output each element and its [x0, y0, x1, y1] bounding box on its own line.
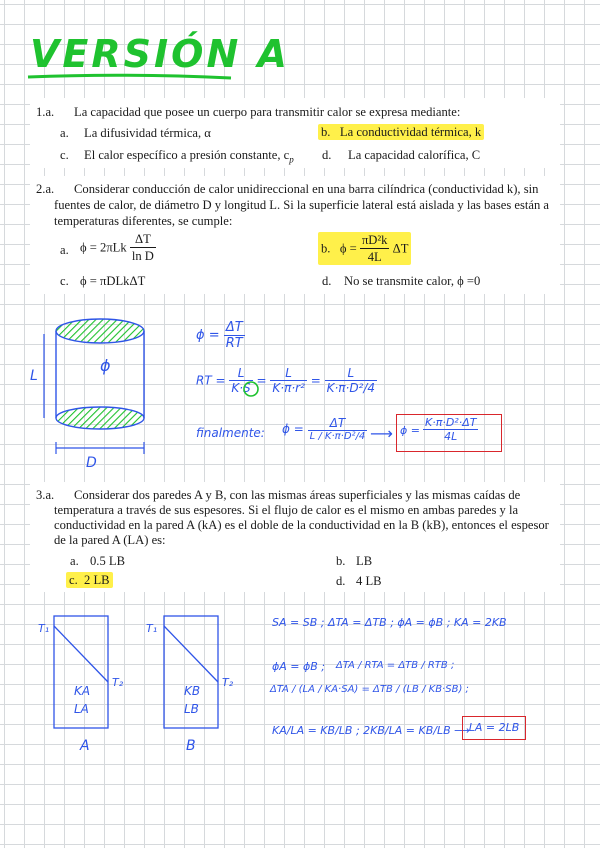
note-eq1: ϕ = $\frac{\Delta T}{RT}$ [196, 320, 243, 351]
q3-option-d: 4 LB [356, 574, 382, 588]
note-T1-a: T₁ [38, 622, 50, 635]
note-T2-b: T₂ [222, 676, 234, 689]
q3-option-b-letter: b. [336, 554, 346, 568]
q1-option-a: La difusividad térmica, α [84, 126, 211, 140]
note-arrow: ⟶ [370, 424, 393, 443]
q1-option-c: El calor específico a presión constante, $c_p$ [84, 148, 294, 165]
note-q3-answer-box: LA = 2LB [462, 716, 526, 740]
q3-prompt-line-2: temperatura a través de sus espesores. Si el flujo de calor es el mismo en ambas paredes y la [54, 503, 519, 517]
q3-option-a: 0.5 LB [90, 554, 125, 568]
question-3 [30, 482, 560, 592]
q2-option-c: ϕ = πDLkΔT [80, 274, 146, 288]
note-eq2: RT = $\frac{L}{K\cdot S}$ = $\frac{L}{\text{K·π·r²}}$ = $\frac{L}{\text{K·π·D²/4}}$ [196, 366, 376, 395]
note-phi-arrow: ϕ [100, 356, 111, 375]
note-q3-line2a: ϕA = ϕB ; [272, 660, 325, 673]
note-final-eq: ϕ = $\frac{\Delta T}{\text{L / K·π·D²/4}}$ [282, 416, 366, 442]
q2-option-d: No se transmite calor, ϕ =0 [344, 274, 481, 288]
note-KA: KA [74, 684, 91, 698]
note-wall-A: A [80, 738, 90, 754]
q3-option-c-highlight [66, 572, 113, 588]
q1-option-a-letter: a. [60, 126, 69, 140]
q1-option-d: La capacidad calorífica, C [348, 148, 481, 162]
note-length-L: L [30, 368, 38, 384]
q3-option-c: 2 LB [84, 573, 110, 587]
note-T1-b: T₁ [146, 622, 158, 635]
note-q3-line3: KA/LA = KB/LB ; 2KB/LA = KB/LB ⟶ [272, 724, 470, 737]
q2-option-a-letter: a. [60, 243, 69, 257]
question-2 [30, 176, 560, 294]
note-LB: LB [184, 702, 199, 716]
q1-option-b: La conductividad térmica, k [339, 125, 482, 139]
q3-option-a-letter: a. [70, 554, 79, 568]
q3-option-b: LB [356, 554, 373, 568]
note-diameter-D: D [86, 455, 97, 471]
title-underline [26, 72, 236, 82]
q2-prompt-line-1: Considerar conducción de calor unidireccional en una barra cilíndrica (conductividad k), sin [74, 182, 539, 196]
q3-option-d-letter: d. [336, 574, 346, 588]
q2-option-d-letter: d. [322, 274, 332, 288]
q1-option-b-highlight [318, 124, 484, 140]
note-final-label: finalmente: [196, 426, 265, 440]
note-q3-line2b: ΔTA / RTA = ΔTB / RTB ; [336, 660, 455, 671]
q3-prompt-line-4: de la pared A (LA) es: [54, 533, 166, 547]
q1-option-c-letter: c. [60, 148, 69, 162]
q1-prompt: La capacidad que posee un cuerpo para transmitir calor se expresa mediante: [74, 105, 461, 119]
question-1 [30, 98, 560, 168]
q2-prompt-line-3: temperaturas diferentes, se cumple: [54, 214, 233, 228]
page-title: VERSIÓN A [30, 32, 290, 76]
note-q3-line2c: ΔTA / (LA / KA·SA) = ΔTB / (LB / KB·SB) ; [270, 684, 469, 695]
note-KB: KB [184, 684, 201, 698]
q3-option-c-letter: c. [69, 573, 78, 587]
q3-prompt-line-1: Considerar dos paredes A y B, con las mismas áreas superficiales y las mismas caídas de [74, 488, 521, 502]
circled-S [243, 381, 259, 397]
note-q3-line1: SA = SB ; ΔTA = ΔTB ; ϕA = ϕB ; KA = 2KB [272, 616, 507, 629]
note-boxed-result: ϕ = $\frac{\text{K·π·D²·ΔT}}{4L}$ [396, 414, 502, 452]
note-LA: LA [74, 702, 89, 716]
q3-prompt-line-3: conductividad en la pared A (kA) es el doble de la conductividad en la B (kB), entonces el espesor [54, 518, 549, 532]
q1-option-b-letter: b. [321, 125, 331, 139]
q2-prompt-line-2: fuentes de calor, de diámetro D y longitud L. Si la superficie lateral está aislada y las bases están a [54, 198, 550, 212]
wall-a-sketch [50, 614, 120, 734]
wall-b-sketch [160, 614, 230, 734]
q2-option-a: ϕ = 2πLk $\frac{\Delta T}{\text{ln D}}$ [80, 232, 154, 263]
q3-number: 3.a. [36, 488, 55, 502]
q1-option-d-letter: d. [322, 148, 332, 162]
q2-option-b-highlight: b. ϕ = $\frac{\text{πD²k}}{4L}$ ΔT [318, 232, 411, 265]
q1-number: 1.a. [36, 105, 55, 119]
q2-number: 2.a. [36, 182, 55, 196]
q2-option-c-letter: c. [60, 274, 69, 288]
note-T2-a: T₂ [112, 676, 124, 689]
cylinder-sketch [30, 314, 160, 464]
note-wall-B: B [186, 738, 196, 754]
